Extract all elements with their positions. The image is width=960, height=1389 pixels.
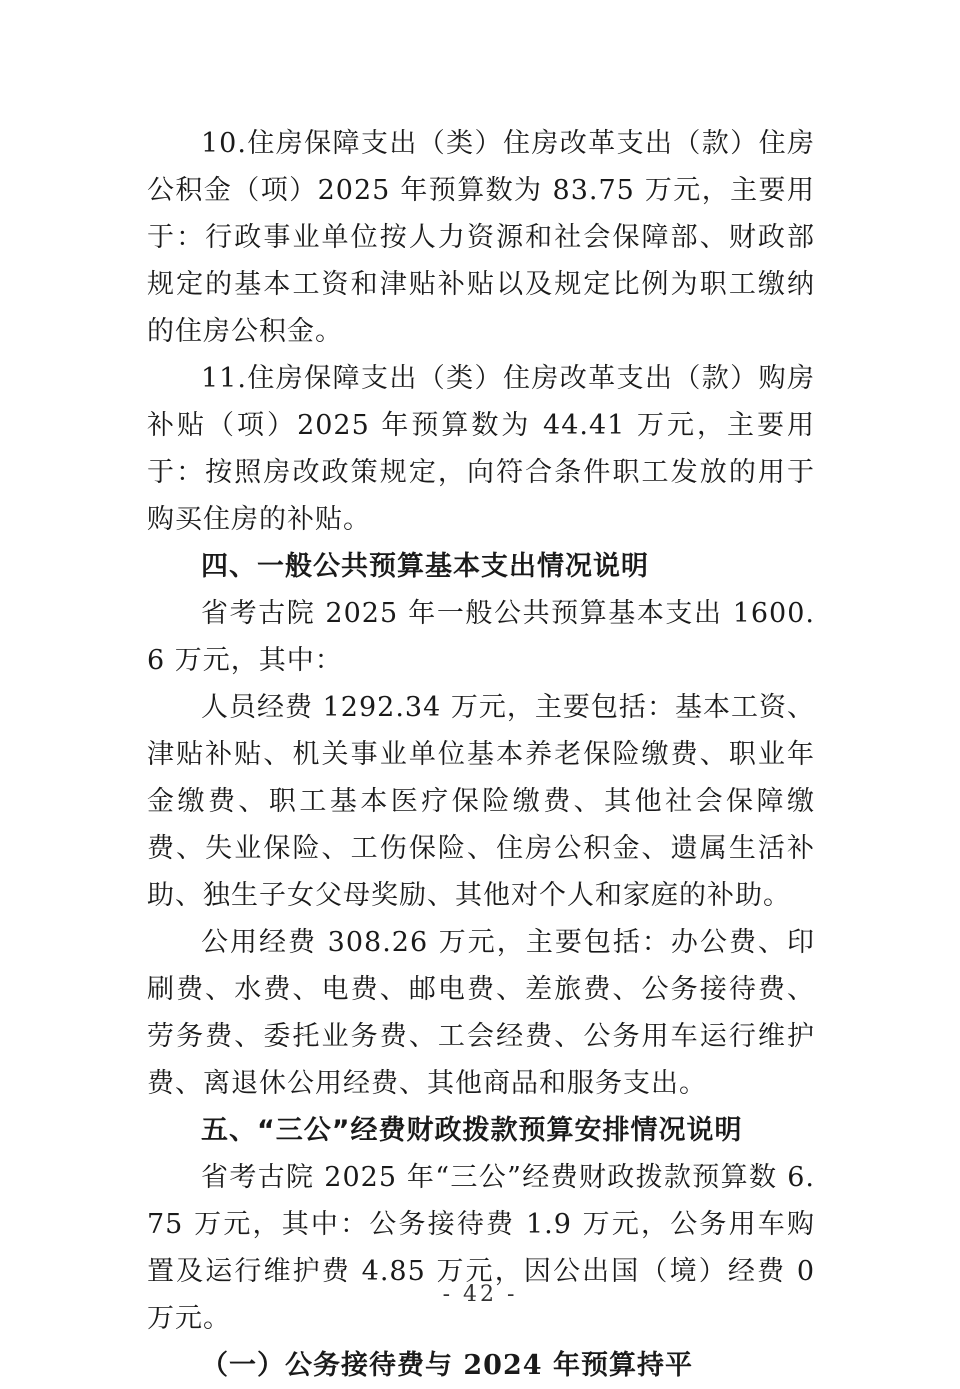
section-heading-basic-expenditure: 四、一般公共预算基本支出情况说明 xyxy=(201,551,649,582)
paragraph-housing-subsidy: 11.住房保障支出（类）住房改革支出（款）购房补贴（项）2025 年预算数为 44.41 万元，主要用于：按照房改政策规定，向符合条件职工发放的用于购买住房的补贴。 xyxy=(147,363,815,535)
paragraph-housing-fund: 10.住房保障支出（类）住房改革支出（款）住房公积金（项）2025 年预算数为 83.75 万元，主要用于：行政事业单位按人力资源和社会保障部、财政部规定的基本工资和津贴补贴以及规定比例为职工缴纳的住房公积金。 xyxy=(147,128,815,347)
page-number: - 42 - xyxy=(442,1282,518,1307)
paragraph-personnel-expenses: 人员经费 1292.34 万元，主要包括：基本工资、津贴补贴、机关事业单位基本养老保险缴费、职业年金缴费、职工基本医疗保险缴费、其他社会保障缴费、失业保险、工伤保险、住房公积金、遗属生活补助、独生子女父母奖励、其他对个人和家庭的补助。 xyxy=(147,692,815,911)
paragraph-public-expenses: 公用经费 308.26 万元，主要包括：办公费、印刷费、水费、电费、邮电费、差旅费、公务接待费、劳务费、委托业务费、工会经费、公务用车运行维护费、离退休公用经费、其他商品和服务支出。 xyxy=(147,927,815,1099)
subheading-reception-expenses: （一）公务接待费与 2024 年预算持平 xyxy=(201,1350,693,1381)
paragraph-three-public-budget: 省考古院 2025 年“三公”经费财政拨款预算数 6.75 万元，其中：公务接待费 1.9 万元，公务用车购置及运行维护费 4.85 万元，因公出国（境）经费 0 万元。 xyxy=(147,1162,815,1334)
paragraph-basic-expenditure-total: 省考古院 2025 年一般公共预算基本支出 1600.6 万元，其中： xyxy=(147,598,815,676)
document-body xyxy=(147,120,815,1389)
section-heading-three-public: 五、“三公”经费财政拨款预算安排情况说明 xyxy=(201,1115,743,1146)
